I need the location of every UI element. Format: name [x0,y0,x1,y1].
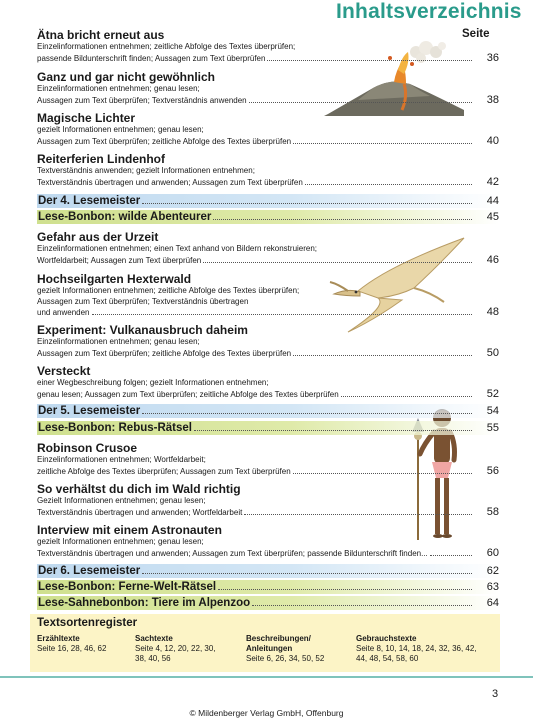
entry-page: 42 [486,175,499,188]
register-column-pages: Seite 16, 28, 46, 62 [37,644,107,653]
entry-title: Ätna bricht erneut aus [37,28,165,42]
band-page: 44 [486,195,499,207]
register-column-pages: Seite 4, 12, 20, 22, 30, [135,644,216,653]
band-page: 54 [486,405,499,417]
lese-bonbon-band[interactable] [37,580,499,594]
register-title: Textsortenregister [37,617,138,629]
page-column-label: Seite [462,28,490,40]
dot-leader [293,143,472,144]
toc-entry[interactable] [37,523,499,559]
dot-leader [252,605,472,606]
toc-entry[interactable] [37,441,499,477]
toc-entry[interactable] [37,364,499,400]
page-title: Inhaltsverzeichnis [336,0,522,23]
toc-entry[interactable] [37,272,499,319]
entry-title: So verhältst du dich im Wald richtig [37,482,241,496]
dot-leader [305,184,472,185]
register-column-heading: Beschreibungen/ [246,634,311,643]
entry-skills: gezielt Informationen entnehmen; zeitliche Abfolge des Textes überprüfen; [37,286,300,295]
dot-leader [92,314,473,315]
dot-leader [218,589,472,590]
register-column-heading: Sachtexte [135,634,173,643]
band-page: 55 [486,422,499,434]
lese-bonbon-band[interactable] [37,210,499,224]
register-column [37,634,106,654]
entry-skills: Aussagen zum Text überprüfen; Textverständnis übertragen [37,296,249,306]
toc-entry[interactable] [37,230,499,266]
band-label: Der 5. Lesemeister [38,405,141,417]
text-type-register [30,614,500,672]
entry-page: 56 [486,464,499,477]
entry-skills: Aussagen zum Text überprüfen; zeitliche Abfolge des Textes überprüfen [37,136,292,146]
band-page: 64 [486,597,499,609]
entry-title: Reiterferien Lindenhof [37,152,166,166]
entry-title: Hochseilgarten Hexterwald [37,272,192,286]
page-number: 3 [492,688,499,700]
dot-leader [430,555,472,556]
entry-page: 60 [486,546,499,559]
register-column-heading: Erzähltexte [37,634,80,643]
band-page: 45 [486,211,499,223]
lesemeister-band[interactable] [37,404,499,418]
toc-entry[interactable] [37,152,499,188]
dot-leader [244,514,472,515]
band-label: Lese-Bonbon: Ferne-Welt-Rätsel [38,581,217,593]
entry-skills: Gezielt Informationen entnehmen; genau lesen; [37,496,206,505]
band-label: Der 6. Lesemeister [38,565,141,577]
entry-page: 46 [486,253,499,266]
entry-skills: genau lesen; Aussagen zum Text überprüfen; zeitliche Abfolge des Textes überprüfen [37,389,339,399]
entry-skills: Einzelinformationen entnehmen; zeitliche Abfolge des Textes überprüfen; [37,42,296,51]
entry-skills: einer Wegbeschreibung folgen; gezielt Informationen entnehmen; [37,378,269,387]
dot-leader [194,430,472,431]
entry-skills: gezielt Informationen entnehmen; genau lesen; [37,537,204,546]
entry-skills: zeitliche Abfolge des Textes überprüfen; Aussagen zum Text überprüfen [37,466,291,476]
dot-leader [142,413,472,414]
lesemeister-band[interactable] [37,564,499,578]
entry-title: Versteckt [37,364,91,378]
entry-skills: Textverständnis übertragen und anwenden; Aussagen zum Text überprüfen [37,177,303,187]
dot-leader [203,262,472,263]
toc-entry[interactable] [37,28,499,64]
entry-page: 58 [486,505,499,518]
entry-title: Ganz und gar nicht gewöhnlich [37,70,216,84]
register-column-heading: Gebrauchstexte [356,634,417,643]
register-column [356,634,477,664]
dot-leader [267,60,472,61]
entry-page: 38 [486,93,499,106]
entry-page: 40 [486,134,499,147]
register-column [246,634,324,664]
entry-skills: Aussagen zum Text überprüfen; zeitliche Abfolge des Textes überprüfen [37,348,292,358]
entry-skills: und anwenden [37,308,90,317]
dot-leader [142,573,472,574]
toc-entry[interactable] [37,323,499,359]
entry-skills: Einzelinformationen entnehmen; Wortfeldarbeit; [37,455,206,464]
entry-skills: gezielt Informationen entnehmen; genau lesen; [37,125,204,134]
register-column-pages: Seite 8, 10, 14, 18, 24, 32, 36, 42, [356,644,477,653]
dot-leader [293,473,472,474]
register-column-pages: 44, 48, 54, 58, 60 [356,654,419,663]
lese-sahnebonbon-band[interactable] [37,596,499,610]
lese-bonbon-band[interactable] [37,421,499,435]
register-column-heading: Anleitungen [246,644,293,653]
entry-title: Magische Lichter [37,111,136,125]
dot-leader [142,203,472,204]
entry-title: Gefahr aus der Urzeit [37,230,159,244]
entry-skills: Einzelinformationen entnehmen; genau lesen; [37,84,200,93]
entry-page: 50 [486,346,499,359]
entry-page: 36 [486,51,499,64]
entry-page: 48 [486,306,499,318]
dot-leader [213,219,472,220]
entry-title: Experiment: Vulkanausbruch daheim [37,323,248,337]
entry-skills: passende Bildunterschrift finden; Aussagen zum Text überprüfen [37,53,266,63]
dot-leader [293,355,472,356]
entry-skills: Textverständnis übertragen und anwenden; Wortfeldarbeit [37,507,243,517]
entry-skills: Aussagen zum Text überprüfen; Textverständnis anwenden [37,95,247,105]
dot-leader [341,396,472,397]
dot-leader [249,102,472,103]
entry-skills: Textverständnis übertragen und anwenden; Aussagen zum Text überprüfen; passende Bildunterschrift finden... [37,548,428,558]
band-label: Lese-Sahnebonbon: Tiere im Alpenzoo [38,597,251,609]
toc-entry[interactable] [37,111,499,147]
band-label: Der 4. Lesemeister [38,195,141,207]
band-label: Lese-Bonbon: wilde Abenteurer [38,211,212,223]
entry-skills: Textverständnis anwenden; gezielt Informationen entnehmen; [37,166,255,175]
entry-title: Interview mit einem Astronauten [37,523,222,537]
entry-skills: Einzelinformationen entnehmen; genau lesen; [37,337,200,346]
toc-entry[interactable] [37,482,499,518]
entry-skills: Einzelinformationen entnehmen; einen Text anhand von Bildern rekonstruieren; [37,244,318,253]
band-label: Lese-Bonbon: Rebus-Rätsel [38,422,192,434]
register-column [135,634,216,664]
toc-entry[interactable] [37,70,499,106]
band-page: 62 [486,565,499,577]
band-page: 63 [486,581,499,593]
copyright-notice: © Mildenberger Verlag GmbH, Offenburg [189,708,344,718]
register-column-pages: 38, 40, 56 [135,654,171,663]
entry-page: 52 [486,387,499,400]
entry-skills: Wortfeldarbeit; Aussagen zum Text überprüfen [37,255,202,265]
entry-title: Robinson Crusoe [37,441,138,455]
lesemeister-band[interactable] [37,194,499,208]
register-column-pages: Seite 6, 26, 34, 50, 52 [246,654,325,663]
footer-rule [0,676,533,678]
